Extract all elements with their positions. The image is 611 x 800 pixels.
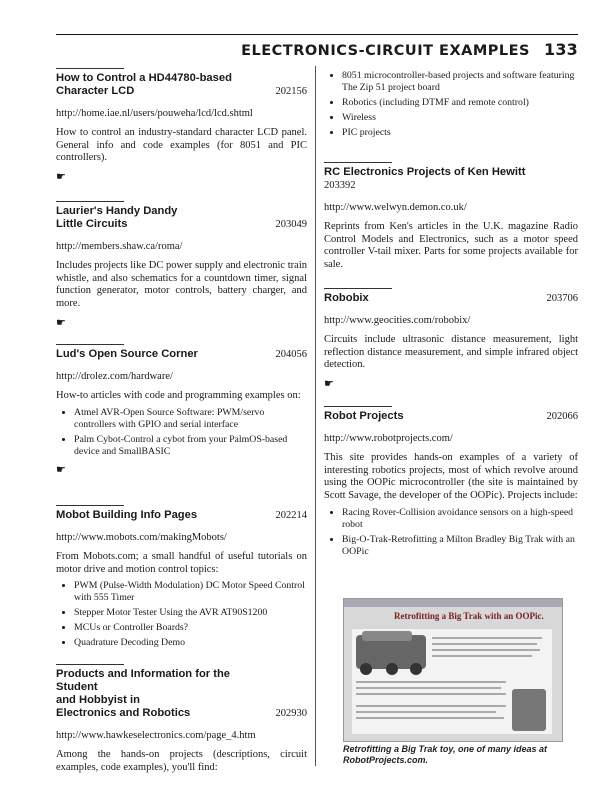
- entry-mobot: [56, 505, 307, 652]
- hand-pointer-icon: ☛: [56, 171, 66, 184]
- entry-number: 202930: [275, 708, 307, 719]
- text-line: [356, 681, 506, 683]
- page-number: 133: [544, 40, 578, 59]
- entry-list: [324, 507, 578, 558]
- entry-description: Circuits include ultrasonic distance measurement, light reflection distance measurement, and simple infrared object detection.: [324, 334, 578, 371]
- entry-description: This site provides hands-on examples of a variety of interesting robotics projects, most of which revolve around using the OOPic microcontroller (the site is maintained by Scott Savage, the developer of the OOPic). Projects include:: [324, 452, 578, 502]
- column-divider: [315, 66, 316, 766]
- list-item: • Big-O-Trak-Retrofitting a Milton Bradley Big Trak with an OOPic: [342, 534, 578, 558]
- entry-description: Among the hands-on projects (descriptions, circuit examples, code examples), you'll find:: [56, 749, 307, 773]
- entry-hd44780: [56, 68, 307, 183]
- text-line: [356, 711, 496, 713]
- entry-list: [56, 407, 307, 458]
- list-item: • PWM (Pulse-Width Modulation) DC Motor Speed Control with 555 Timer: [74, 580, 307, 604]
- entry-number: 203706: [546, 293, 578, 304]
- entry-title: Robobix 203706: [324, 292, 578, 304]
- entry-ken-hewitt: [324, 162, 578, 272]
- entry-number: 202156: [275, 86, 307, 97]
- entry-url[interactable]: http://www.robotprojects.com/: [324, 433, 453, 444]
- list-item: • Racing Rover-Collision avoidance sensors on a high-speed robot: [342, 507, 578, 531]
- text-line: [432, 637, 542, 639]
- section-title: ELECTRONICS-CIRCUIT EXAMPLES: [241, 43, 530, 59]
- entry-hawkes-continued: [324, 70, 578, 142]
- entry-robot-projects: [324, 406, 578, 561]
- entry-url[interactable]: http://drolez.com/hardware/: [56, 371, 173, 382]
- entry-laurier: [56, 201, 307, 329]
- entry-description: Includes projects like DC power supply and electronic train whistle, and also schematics for a countdown timer, signal function generator, motor controls, battery charger, and more.: [56, 260, 307, 310]
- entry-luds: [56, 344, 307, 476]
- list-item: • Palm Cybot-Control a cybot from your PalmOS-based device and SmallBASIC: [74, 434, 307, 458]
- text-line: [432, 655, 532, 657]
- header-title: [241, 40, 578, 59]
- entry-url[interactable]: http://www.mobots.com/makingMobots/: [56, 532, 227, 543]
- entry-rule: [324, 162, 392, 163]
- entry-title: Laurier's Handy Dandy Little Circuits 203049: [56, 205, 307, 230]
- text-line: [432, 649, 540, 651]
- hand-pointer-icon: ☛: [56, 463, 66, 476]
- list-item: • Robotics (including DTMF and remote control): [342, 97, 578, 109]
- entry-url[interactable]: http://www.geocities.com/robobix/: [324, 315, 471, 326]
- entry-url[interactable]: http://home.iae.nl/users/pouweha/lcd/lcd.shtml: [56, 108, 253, 119]
- entry-rule: [324, 406, 392, 407]
- entry-number: 203049: [275, 219, 307, 230]
- entry-robobix: [324, 288, 578, 390]
- entry-rule: [56, 201, 124, 202]
- list-item: • Atmel AVR-Open Source Software: PWM/servo controllers with GPIO and serial interface: [74, 407, 307, 431]
- entry-number: 202066: [546, 411, 578, 422]
- list-item: • PIC projects: [342, 127, 578, 139]
- list-item: • Stepper Motor Tester Using the AVR AT90S1200: [74, 607, 307, 619]
- entry-rule: [56, 664, 124, 665]
- entry-title: Lud's Open Source Corner 204056: [56, 348, 307, 360]
- entry-title: RC Electronics Projects of Ken Hewitt: [324, 166, 526, 178]
- list-item: • 8051 microcontroller-based projects and software featuring The Zip 51 project board: [342, 70, 578, 94]
- entry-rule: [56, 505, 124, 506]
- entry-description: Reprints from Ken's articles in the U.K. magazine Radio Control Models and Electronics, such as a motor speed controller V-tail mixer. Parts for some projects available for sale.: [324, 221, 578, 271]
- list-item: • Quadrature Decoding Demo: [74, 637, 307, 649]
- entry-title: Mobot Building Info Pages 202214: [56, 509, 307, 521]
- list-item: • Wireless: [342, 112, 578, 124]
- entry-rule: [56, 344, 124, 345]
- entry-description: How to control an industry-standard character LCD panel. General info and code examples (for 8051 and PIC controllers).: [56, 127, 307, 164]
- entry-list: [56, 580, 307, 649]
- running-header: [56, 34, 578, 59]
- entry-title: Robot Projects 202066: [324, 410, 578, 422]
- list-item: • MCUs or Controller Boards?: [74, 622, 307, 634]
- entry-number: 204056: [275, 349, 307, 360]
- entry-list: [324, 70, 578, 139]
- entry-description: How-to articles with code and programming examples on:: [56, 390, 301, 401]
- hand-pointer-icon: ☛: [324, 378, 334, 391]
- figure-content-panel: [352, 629, 552, 734]
- entry-number: 202214: [275, 510, 307, 521]
- entry-url[interactable]: http://members.shaw.ca/roma/: [56, 241, 183, 252]
- text-line: [356, 705, 506, 707]
- text-line: [356, 717, 504, 719]
- text-line: [356, 687, 501, 689]
- entry-title: How to Control a HD44780-based Character LCD 202156: [56, 72, 307, 97]
- figure-caption: Retrofitting a Big Trak toy, one of many ideas at RobotProjects.com.: [343, 744, 548, 765]
- text-line: [432, 643, 537, 645]
- entry-url[interactable]: http://www.welwyn.demon.co.uk/: [324, 202, 467, 213]
- entry-url[interactable]: http://www.hawkeselectronics.com/page_4.htm: [56, 730, 256, 741]
- entry-title: Products and Information for the Student and Hobbyist in Electronics and Robotics 202930: [56, 668, 307, 719]
- browser-titlebar: [344, 599, 562, 607]
- figure-heading: Retrofitting a Big Trak with an OOPic.: [394, 611, 544, 621]
- hand-pointer-icon: ☛: [56, 316, 66, 329]
- figure-screenshot: [343, 598, 563, 742]
- entry-hawkes: [56, 664, 307, 774]
- entry-rule: [56, 68, 124, 69]
- entry-description: From Mobots.com; a small handful of useful tutorials on motor drive and motion control topics:: [56, 551, 307, 575]
- entry-number: 203392: [324, 180, 356, 191]
- entry-rule: [324, 288, 392, 289]
- text-line: [356, 693, 506, 695]
